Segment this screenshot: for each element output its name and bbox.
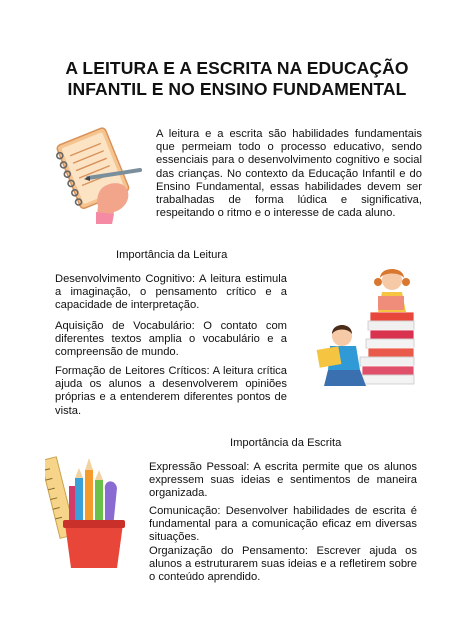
reading-item-cognitive: Desenvolvimento Cognitivo: A leitura estimula a imaginação, o pensamento crítico e a capacidade de interpretação. xyxy=(55,273,287,312)
intro-paragraph: A leitura e a escrita são habilidades fundamentais que permeiam todo o processo educativo, sendo essenciais para o desenvolvimento cognitivo e social das crianças. No contexto da Educação Infantil e do Ensino Fundamental, essas habilidades devem ser trabalhadas de forma lúdica e significativa, respeitando o ritmo e o interesse de cada aluno. xyxy=(156,128,422,220)
writing-heading: Importância da Escrita xyxy=(230,437,342,449)
page-title xyxy=(20,58,454,100)
reading-item-vocabulary: Aquisição de Vocabulário: O contato com diferentes textos amplia o vocabulário e a compreensão de mundo. xyxy=(55,320,287,359)
reading-item-critical: Formação de Leitores Críticos: A leitura crítica ajuda os alunos a desenvolverem opiniões próprias e a entenderem diferentes pontos de vista. xyxy=(55,365,287,417)
title-line-2: INFANTIL E NO ENSINO FUNDAMENTAL xyxy=(67,79,407,99)
writing-item-organization: Organização do Pensamento: Escrever ajuda os alunos a estruturarem suas ideias e a refletirem sobre o conteúdo aprendido. xyxy=(149,545,417,584)
writing-item-expression: Expressão Pessoal: A escrita permite que os alunos expressem suas ideias e sentimentos de maneira organizada. xyxy=(149,461,417,500)
pencil-cup-illustration xyxy=(45,450,135,570)
kids-reading-illustration xyxy=(300,262,420,392)
writing-item-communication: Comunicação: Desenvolver habilidades de escrita é fundamental para a comunicação eficaz em diversas situações. xyxy=(149,505,417,544)
notebook-writing-illustration xyxy=(52,120,147,225)
title-line-1: A LEITURA E A ESCRITA NA EDUCAÇÃO xyxy=(65,58,409,78)
reading-heading: Importância da Leitura xyxy=(116,249,228,261)
